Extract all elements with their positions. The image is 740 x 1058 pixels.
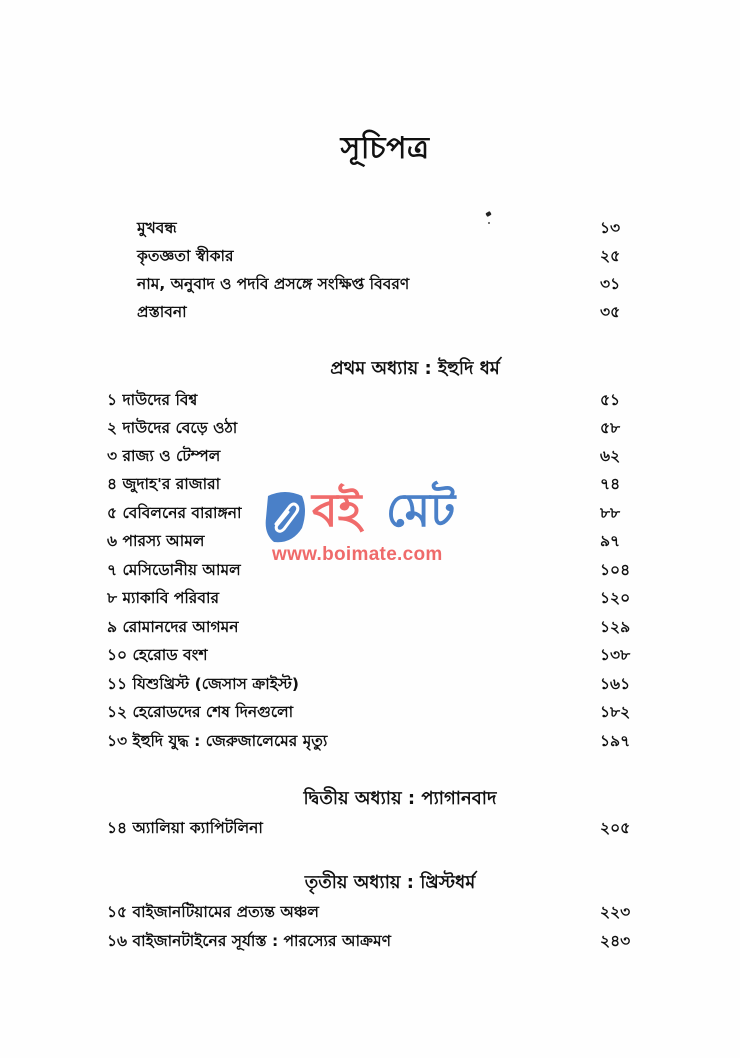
toc-entry-label: নাম, অনুবাদ ও পদবি প্রসঙ্গে সংক্ষিপ্ত বিবরণ bbox=[137, 275, 410, 293]
toc-entry-names-note bbox=[137, 270, 697, 298]
section-heading: দ্বিতীয় অধ্যায় : প্যাগানবাদ bbox=[303, 788, 497, 809]
toc-entry-prologue bbox=[137, 298, 697, 326]
toc-entry-page: ১২৯ bbox=[600, 618, 631, 636]
toc-entry-label: কৃতজ্ঞতা স্বীকার bbox=[137, 247, 234, 265]
toc-entry-label: ১৪ অ্যালিয়া ক্যাপিটলিনা bbox=[107, 819, 263, 837]
toc-entry-label: ৬ পারস্য আমল bbox=[107, 532, 205, 550]
toc-entry-page: ১৩৮ bbox=[600, 646, 631, 664]
toc-entry-page: ১৩ bbox=[600, 219, 621, 237]
toc-chapter bbox=[107, 727, 697, 755]
toc-entry-label: ১৬ বাইজানটাইনের সূর্যাস্ত : পারস্যের আক্রমণ bbox=[107, 932, 391, 950]
toc-entry-page: ১৬১ bbox=[600, 675, 631, 693]
toc-entry-label: ১ দাউদের বিশ্ব bbox=[107, 391, 198, 409]
toc-entry-page: ৩৫ bbox=[600, 303, 621, 321]
toc-entry-page: ২২৩ bbox=[600, 903, 631, 921]
toc-entry-foreword bbox=[137, 214, 697, 242]
watermark-logo-text: মেট bbox=[386, 483, 456, 537]
toc-chapter bbox=[107, 442, 697, 470]
toc-chapter bbox=[107, 698, 697, 726]
toc-chapter bbox=[107, 414, 697, 442]
toc-entry-label: ১০ হেরোড বংশ bbox=[107, 646, 208, 664]
toc-entry-page: ২৫ bbox=[600, 247, 621, 265]
toc-entry-page: ৯৭ bbox=[600, 532, 621, 550]
toc-chapter bbox=[107, 641, 697, 669]
toc-chapter bbox=[107, 499, 697, 527]
page-title: সূচিপত্র bbox=[340, 131, 430, 166]
watermark-logo-text: বই bbox=[312, 483, 362, 537]
section-heading: তৃতীয় অধ্যায় : খ্রিস্টধর্ম bbox=[304, 872, 476, 893]
toc-chapter bbox=[107, 556, 697, 584]
toc-entry-label: ১৩ ইহুদি যুদ্ধ : জেরুজালেমের মৃত্যু bbox=[107, 732, 328, 750]
toc-entry-page: ৩১ bbox=[600, 275, 621, 293]
toc-entry-label: ৪ জুদাহ'র রাজারা bbox=[107, 475, 221, 493]
toc-entry-label: ৫ বেবিলনের বারাঙ্গনা bbox=[107, 504, 242, 522]
toc-entry-page: ২৪৩ bbox=[600, 932, 631, 950]
toc-chapter bbox=[107, 527, 697, 555]
toc-entry-label: ২ দাউদের বেড়ে ওঠা bbox=[107, 419, 238, 437]
toc-entry-page: ১০৪ bbox=[600, 561, 631, 579]
toc-entry-label: ৩ রাজ্য ও টেম্পল bbox=[107, 447, 221, 465]
toc-chapter bbox=[107, 898, 697, 926]
toc-chapter bbox=[107, 613, 697, 641]
toc-chapter bbox=[107, 927, 697, 955]
toc-entry-label: ১৫ বাইজানটিয়ামের প্রত্যন্ত অঞ্চল bbox=[107, 903, 319, 921]
toc-entry-page: ৫১ bbox=[600, 391, 621, 409]
toc-entry-page: ১৯৭ bbox=[600, 732, 631, 750]
toc-entry-label: ৮ ম্যাকাবি পরিবার bbox=[107, 589, 219, 607]
toc-entry-page: ১৮২ bbox=[600, 703, 631, 721]
toc-entry-acknowledgements bbox=[137, 242, 697, 270]
toc-entry-page: ৫৮ bbox=[600, 419, 621, 437]
toc-chapter bbox=[107, 584, 697, 612]
toc-entry-page: ১২০ bbox=[600, 589, 631, 607]
toc-entry-page: ৭৪ bbox=[600, 475, 621, 493]
toc-chapter bbox=[107, 470, 697, 498]
section-heading: প্রথম অধ্যায় : ইহুদি ধর্ম bbox=[330, 358, 500, 379]
toc-chapter bbox=[107, 670, 697, 698]
toc-chapter bbox=[107, 386, 697, 414]
toc-entry-label: মুখবন্ধ bbox=[137, 219, 177, 237]
toc-entry-label: ১২ হেরোডদের শেষ দিনগুলো bbox=[107, 703, 294, 721]
toc-entry-page: ৬২ bbox=[600, 447, 621, 465]
toc-entry-page: ২০৫ bbox=[600, 819, 631, 837]
toc-entry-page: ৮৮ bbox=[600, 504, 621, 522]
watermark-url: www.boimate.com bbox=[272, 544, 443, 565]
toc-chapter bbox=[107, 814, 697, 842]
toc-entry-label: প্রস্তাবনা bbox=[137, 303, 187, 321]
toc-entry-label: ১১ যিশুখ্রিস্ট (জেসাস ক্রাইস্ট) bbox=[107, 675, 299, 693]
toc-entry-label: ৯ রোমানদের আগমন bbox=[107, 618, 239, 636]
toc-entry-label: ৭ মেসিডোনীয় আমল bbox=[107, 561, 241, 579]
